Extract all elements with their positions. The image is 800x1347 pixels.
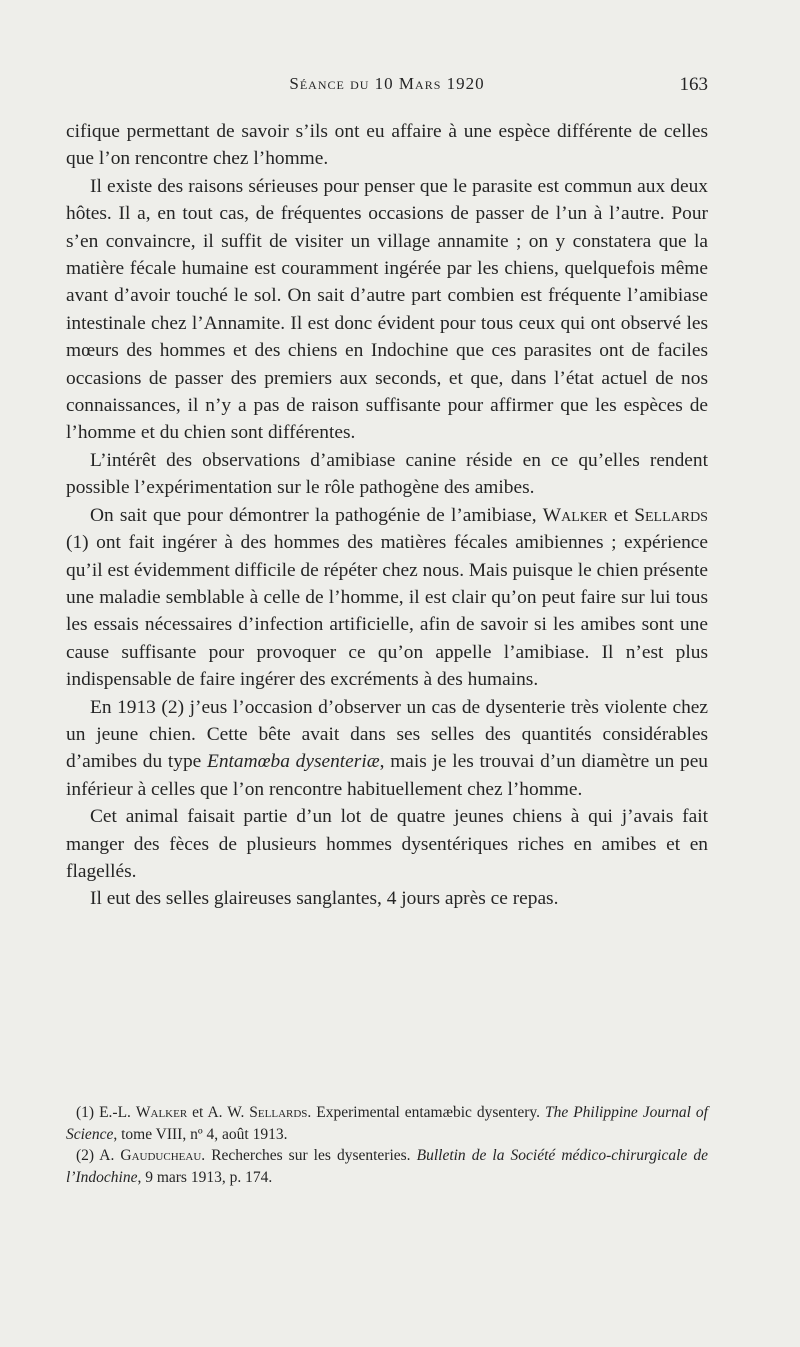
paragraph-animal-lot: Cet animal faisait partie d’un lot de quatre jeunes chiens à qui j’avais fait manger des fèces de plusieurs hommes dysentériques riches en amibes et en flagellés.: [66, 806, 708, 882]
paragraph-interest: L’intérêt des observations d’amibiase canine réside en ce qu’elles rendent possible l’expérimentation sur le rôle pathogène des amibes.: [66, 449, 708, 499]
footnote-number: (1): [76, 1104, 100, 1121]
author-name: Walker: [542, 504, 608, 526]
footnote-2: [66, 1145, 708, 1188]
running-title: Séance du 10 Mars 1920: [289, 74, 485, 93]
text-run: . Experimental entamæbic dysentery.: [307, 1104, 545, 1121]
journal-title: Bulletin de la Société médico-chirurgicale de l’Indochine: [66, 1147, 708, 1186]
text-run: et: [607, 504, 635, 526]
author-name: Gauducheau: [120, 1147, 202, 1164]
footnotes: [66, 1102, 708, 1188]
page-number: 163: [679, 74, 708, 95]
footnote-number: (2): [76, 1147, 100, 1164]
text-run: En 1913 (2) j’eus l’occasion d’observer un cas de dysenterie très violente chez un jeune chien. Cette bête avait dans ses selles des quantités considérables d’amibes du type: [66, 696, 708, 773]
text-run: , mais je les trouvai d’un diamètre un peu inférieur à celles que l’on rencontre habituellement chez l’homme.: [66, 751, 708, 800]
text-run: , 9 mars 1913, p. 174.: [137, 1168, 273, 1186]
author-name: Sellards: [634, 504, 708, 526]
text-run: (1) ont fait ingérer à des hommes des matières fécales amibiennes ; expérience qu’il est évidemment difficile de répéter chez nous. Mais puisque le chien présente une maladie semblable à celle de l’homme, il est clair qu’on peut faire sur lui tous les essais nécessaires d’infection artificielle, afin de savoir si les amibes sont une cause suffisante pour provoquer ce qu’on appelle l’amibiase. Il n’est plus indispensable de faire ingérer des excréments à des humains.: [66, 532, 709, 691]
text-run: et A. W.: [187, 1104, 250, 1121]
author-name: Walker: [135, 1104, 188, 1121]
paragraph-case-1913: [66, 694, 708, 804]
paragraph-symptoms: Il eut des selles glaireuses sanglantes, 4 jours après ce repas.: [90, 888, 559, 910]
page-header: [66, 74, 708, 104]
text-run: E.-L.: [99, 1104, 136, 1121]
journal-title: The Philippine Journal of Science: [66, 1104, 708, 1143]
footnote-1: [66, 1102, 708, 1145]
text-run: , tome VIII, nº 4, août 1913.: [113, 1125, 288, 1143]
body-text: [66, 118, 708, 913]
paragraph-parasite-common: Il existe des raisons sérieuses pour penser que le parasite est commun aux deux hôtes. Il a, en tout cas, de fréquentes occasions de passer de l’un à l’autre. Pour s’en convaincre, il suffit de visiter un village annamite ; on y constatera que la matière fécale humaine est couramment ingérée par les chiens, quelquefois même avant d’avoir touché le sol. On sait d’autre part combien est fréquente l’amibiase intestinale chez l’Annamite. Il est donc évident pour tous ceux qui ont observé les mœurs des hommes et des chiens en Indochine que ces parasites ont de faciles occasions de passer des premiers aux seconds, et que, dans l’état actuel de nos connaissances, il n’y a pas de raison suffisante pour affirmer que les espèces de l’homme et du chien sont différentes.: [66, 175, 708, 444]
paragraph-pathogeny: [66, 502, 708, 694]
species-name: Entamœba dysenteriæ: [206, 751, 380, 773]
author-name: Sellards: [249, 1104, 308, 1121]
paragraph-continuation: cifique permettant de savoir s’ils ont eu affaire à une espèce différente de celles que l’on rencontre chez l’homme.: [66, 121, 708, 170]
text-run: A.: [99, 1147, 121, 1164]
text-run: On sait que pour démontrer la pathogénie de l’amibiase,: [90, 504, 543, 526]
text-run: . Recherches sur les dysenteries.: [201, 1147, 417, 1164]
